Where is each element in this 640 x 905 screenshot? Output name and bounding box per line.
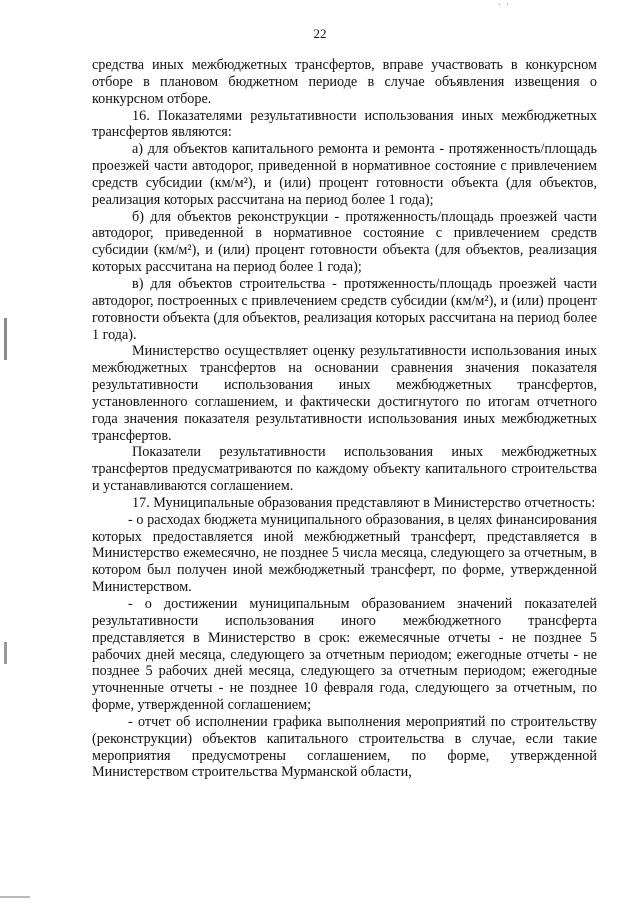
paragraph-assessment: Министерство осуществляет оценку результативности использования иных межбюджетных трансфертов на основании сравнения значения показателя результативности использования иных межбюджетных трансфертов, установленного соглашением, и фактически достигнутого по итогам отчетного года значения показателя результативности использования иных межбюджетных трансфертов. <box>92 343 597 444</box>
corner-mark: · · <box>498 0 511 11</box>
paragraph-indicators: Показатели результативности использования иных межбюджетных трансфертов предусматриваются по каждому объекту капитального строительства и устанавливаются соглашением. <box>92 444 597 495</box>
bullet-item-schedule: - отчет об исполнении графика выполнения мероприятий по строительству (реконструкции) объектов капитального строительства в случае, если такие мероприятия предусмотрены соглашением, по форме, утвержденной Министерством строительства Мурманской области, <box>92 713 597 781</box>
list-item-b: б) для объектов реконструкции - протяженность/площадь проезжей части автодорог, приведенной в нормативное состояние с привлечением средств субсидии (км/м²), и (или) процент готовности объекта (для объектов, реализация которых рассчитана на период более 1 года); <box>92 208 597 276</box>
paragraph-clause-16: 16. Показателями результативности использования иных межбюджетных трансфертов являются: <box>92 107 597 141</box>
binding-mark <box>4 318 7 360</box>
document-body <box>92 57 597 781</box>
scan-edge-mark <box>0 896 30 898</box>
binding-mark <box>4 642 7 664</box>
paragraph-continuation: средства иных межбюджетных трансфертов, вправе участвовать в конкурсном отборе в плановом бюджетном периоде в случае объявления извещения о конкурсном отборе. <box>92 57 597 107</box>
paragraph-clause-17: 17. Муниципальные образования представляют в Министерство отчетность: <box>132 494 596 511</box>
page-number: 22 <box>313 26 327 41</box>
bullet-item-results: - о достижении муниципальным образованием значений показателей результативности использования иного межбюджетного трансферта представляется в Министерство в срок: ежемесячные отчеты - не позднее 5 рабочих дней месяца, следующего за отчетным периодом; ежегодные отчеты - не позднее 5 рабочих дней месяца, следующего за отчетным периодом; ежегодные уточненные отчеты - не позднее 10 февраля года, следующего за отчетным, по форме, утвержденной соглашением; <box>92 596 597 714</box>
list-item-a: а) для объектов капитального ремонта и ремонта - протяженность/площадь проезжей части автодорог, приведенной в нормативное состояние с привлечением средств субсидии (км/м²), и (или) процент готовности объекта (для объектов, реализация которых рассчитана на период более 1 года); <box>92 141 597 208</box>
list-item-v: в) для объектов строительства - протяженность/площадь проезжей части автодорог, построенных с привлечением средств субсидии (км/м²), и (или) процент готовности объекта (для объектов, реализация которых рассчитана на период более 1 года). <box>92 275 597 343</box>
bullet-item-expenses: - о расходах бюджета муниципального образования, в целях финансирования которых предоставляется иной межбюджетный трансферт, представляется в Министерство ежемесячно, не позднее 5 числа месяца, следующего за отчетным, в котором был получен иной межбюджетный трансферт, по форме, утвержденной Министерством. <box>92 511 597 596</box>
